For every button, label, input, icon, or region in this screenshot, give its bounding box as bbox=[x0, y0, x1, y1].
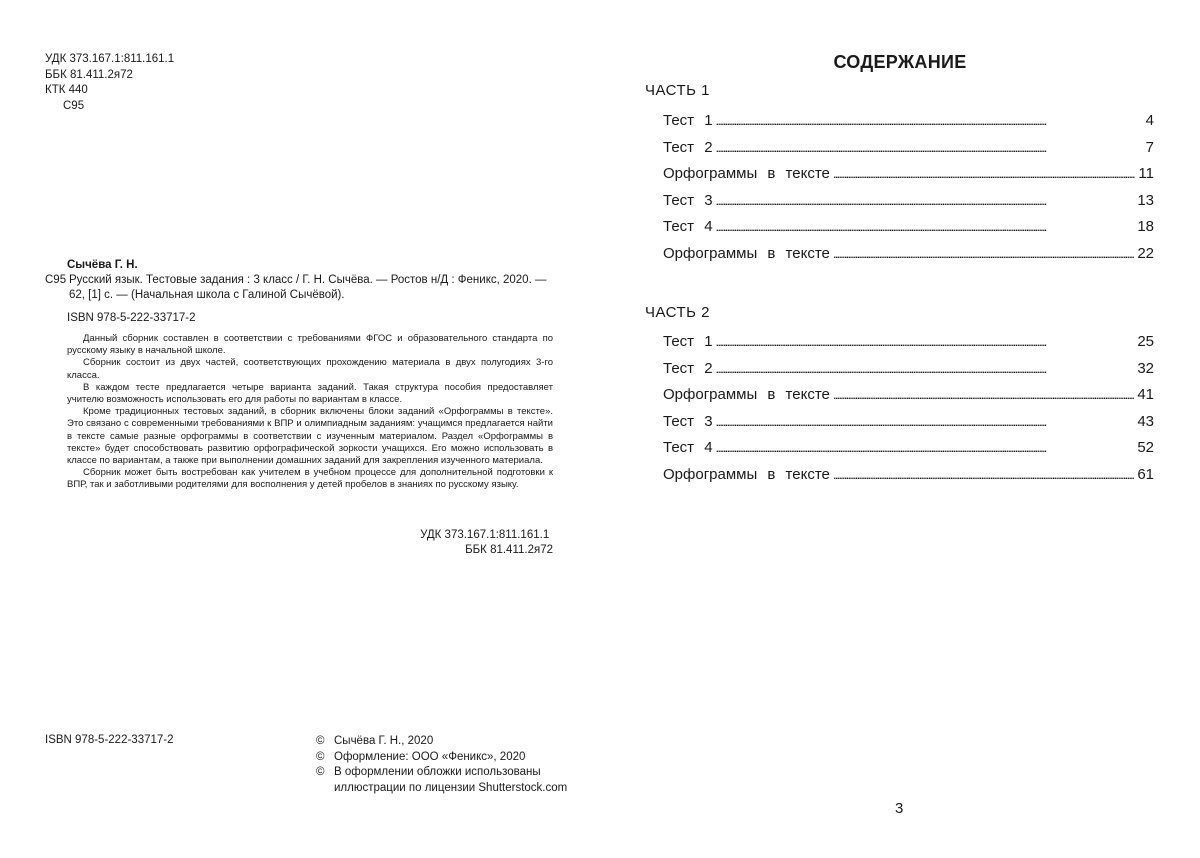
page-number: 3 bbox=[895, 800, 904, 817]
bottom-codes bbox=[420, 528, 553, 558]
toc-entry[interactable]: Орфограммы в тексте . . . 61 bbox=[663, 466, 1154, 493]
copyright-icon: © bbox=[316, 750, 325, 763]
annotation bbox=[67, 333, 553, 492]
toc-entry[interactable]: Тест 4 . . . 18 bbox=[663, 218, 1154, 245]
part-heading: ЧАСТЬ 2 bbox=[645, 304, 711, 321]
toc-entry[interactable]: Тест 1 . . . 25 bbox=[663, 333, 1154, 360]
toc-title: СОДЕРЖАНИЕ bbox=[833, 52, 967, 72]
bbk-code-bottom: ББК 81.411.2я72 bbox=[465, 544, 553, 556]
copyright-line: © В оформлении обложки использованы bbox=[316, 765, 567, 781]
right-page bbox=[600, 0, 1200, 858]
entry-text-1: Русский язык. Тестовые задания : 3 класс / Г. Н. Сычёва. — Ростов н/Д : Феникс, 2020. — bbox=[69, 274, 547, 286]
part-heading: ЧАСТЬ 1 bbox=[645, 82, 711, 99]
copyright-icon: © bbox=[316, 735, 325, 747]
ktk-code: КТК 440 bbox=[45, 84, 88, 96]
bibliographic-record bbox=[45, 258, 553, 326]
copyright-block bbox=[316, 734, 567, 796]
udk-code-bottom: УДК 373.167.1:811.161.1 bbox=[420, 529, 550, 541]
toc-entry[interactable]: Тест 2 . . . 32 bbox=[663, 360, 1154, 387]
annotation-paragraph: В каждом тесте предлагается четыре варианта заданий. Такая структура пособия предоставляет учителю возможность использовать его для работы по вариантам в классе. bbox=[67, 381, 553, 406]
entry-code: С95 bbox=[45, 274, 67, 286]
author-name: Сычёва Г. Н. bbox=[67, 259, 138, 271]
copyright-line: © Оформление: ООО «Феникс», 2020 bbox=[316, 750, 567, 766]
toc-entry[interactable]: Орфограммы в тексте . . . 11 bbox=[663, 165, 1154, 192]
toc-entry[interactable]: Тест 2 . . . 7 bbox=[663, 139, 1154, 166]
entry-text-2: 62, [1] с. — (Начальная школа с Галиной Сычёвой). bbox=[69, 289, 345, 301]
toc-entry[interactable]: Тест 3 . . . 43 bbox=[663, 413, 1154, 440]
annotation-paragraph: Сборник может быть востребован как учителем в учебном процессе для дополнительной подготовки к ВПР, так и заботливыми родителями для восполнения у детей пробелов в знаниях по русскому языку. bbox=[67, 467, 553, 491]
copyright-line: иллюстрации по лицензии Shutterstock.com bbox=[334, 781, 568, 794]
udk-code: УДК 373.167.1:811.161.1 bbox=[45, 53, 175, 65]
annotation-paragraph: Данный сборник составлен в соответствии с требованиями ФГОС и образовательного стандарта по русскому языку в начальной школе. bbox=[67, 333, 553, 357]
toc-entry[interactable]: Тест 1 . . . 4 bbox=[663, 112, 1154, 139]
toc-list-part-2 bbox=[663, 333, 1154, 492]
copyright-icon: © bbox=[316, 766, 325, 778]
toc-list-part-1 bbox=[663, 112, 1154, 271]
isbn-bottom: ISBN 978-5-222-33717-2 bbox=[45, 734, 174, 746]
entry-line bbox=[45, 273, 553, 288]
annotation-paragraph: Сборник состоит из двух частей, соответствующих прохождению материала в двух полугодиях 3-го класса. bbox=[67, 357, 553, 381]
toc-entry[interactable]: Тест 4 . . . 52 bbox=[663, 439, 1154, 466]
bbk-code: ББК 81.411.2я72 bbox=[45, 68, 133, 81]
toc-entry[interactable]: Тест 3 . . . 13 bbox=[663, 192, 1154, 219]
classification-codes bbox=[45, 52, 174, 114]
copyright-line: © Сычёва Г. Н., 2020 bbox=[316, 734, 567, 750]
author-sign: С95 bbox=[63, 99, 85, 112]
isbn: ISBN 978-5-222-33717-2 bbox=[67, 312, 196, 324]
annotation-paragraph: Кроме традиционных тестовых заданий, в сборник включены блоки заданий «Орфограммы в тексте». Это связано с современными требованиями к ВПР и олимпиадным заданиям: учащимся предлагается найти в тексте самые разные орфограммы в соответствии с изученным материалом. Раздел «Орфограммы в тексте» будет способствовать развитию орфографической зоркости учащихся. Его можно использовать в классе по вариантам, а также при выполнении домашних заданий для закрепления изученного материала. bbox=[67, 406, 553, 467]
toc-entry[interactable]: Орфограммы в тексте . . . 41 bbox=[663, 386, 1154, 413]
toc-entry[interactable]: Орфограммы в тексте . . . 22 bbox=[663, 245, 1154, 272]
